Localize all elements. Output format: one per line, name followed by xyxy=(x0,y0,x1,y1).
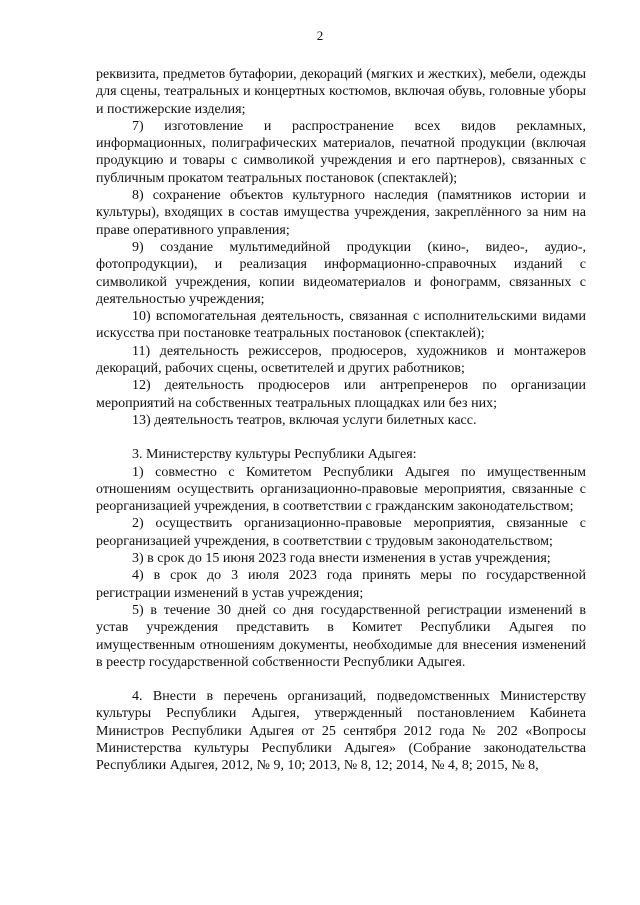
section-gap xyxy=(96,671,586,688)
list-item-12: 12) деятельность продюсеров или антрепренеров по организации мероприятий на собственных театральных площадках или без них; xyxy=(96,378,586,411)
list-item-11: 11) деятельность режиссеров, продюсеров, художников и монтажеров декораций, рабочих сцены, осветителей и других работников; xyxy=(96,343,586,377)
section-4-paragraph: 4. Внести в перечень организаций, подведомственных Министерству культуры Республики Адыгея, утвержденный постановлением Кабинета Министров Республики Адыгея от 25 сентября 2012 года № 202 «Вопросы Министерства культуры Республики Адыгея» (Собрание законодательства Республики Адыгея, 2012, № 9, 10; 2013, № 8, 12; 2014, № 4, 8; 2015, № 8, xyxy=(96,689,586,774)
page-number: 2 xyxy=(316,28,324,43)
section-3-heading: 3. Министерству культуры Республики Адыгея: xyxy=(132,447,417,463)
section-3-item-3: 3) в срок до 15 июня 2023 года внести изменения в устав учреждения; xyxy=(132,551,551,567)
list-item-8: 8) сохранение объектов культурного наследия (памятников истории и культуры), входящих в состав имущества учреждения, закреплённого за ним на праве оперативного управления; xyxy=(96,188,586,238)
section-3-item-5: 5) в течение 30 дней со дня государственной регистрации изменений в устав учреждения представить в Комитет Республики Адыгея по имущественным отношениям документы, необходимые для внесения изменений в реестр государственной собственности Республики Адыгея. xyxy=(96,602,586,670)
paragraph-continuation: реквизита, предметов бутафории, декораций (мягких и жестких), мебели, одежды для сцены, театральных и концертных костюмов, включая обувь, головные уборы и постижерские изделия; xyxy=(96,67,586,117)
section-3-item-2: 2) осуществить организационно-правовые мероприятия, связанные с реорганизацией учреждения, в соответствии с трудовым законодательством; xyxy=(96,516,586,549)
section-gap xyxy=(96,429,586,446)
list-item-7: 7) изготовление и распространение всех видов рекламных, информационных, полиграфических материалов, печатной продукции (включая продукцию и товары с символикой учреждения и его партнеров), связанных с публичным прокатом театральных постановок (спектаклей); xyxy=(96,118,586,186)
section-3-item-4: 4) в срок до 3 июля 2023 года принять меры по государственной регистрации изменений в устав учреждения; xyxy=(96,568,586,601)
list-item-9: 9) создание мультимедийной продукции (кино-, видео-, аудио-, фотопродукции), и реализация информационно-справочных изданий с символикой учреждения, копии видеоматериалов и фонограмм, связанных с деятельностью учреждения; xyxy=(96,239,586,307)
list-item-10: 10) вспомогательная деятельность, связанная с исполнительскими видами искусства при постановке театральных постановок (спектаклей); xyxy=(96,309,586,342)
document-body xyxy=(96,66,586,775)
section-3-item-1: 1) совместно с Комитетом Республики Адыгея по имущественным отношениям осуществить организационно-правовые мероприятия, связанные с реорганизацией учреждения, в соответствии с гражданским законодательством; xyxy=(96,464,586,515)
list-item-13: 13) деятельность театров, включая услуги билетных касс. xyxy=(132,412,477,428)
